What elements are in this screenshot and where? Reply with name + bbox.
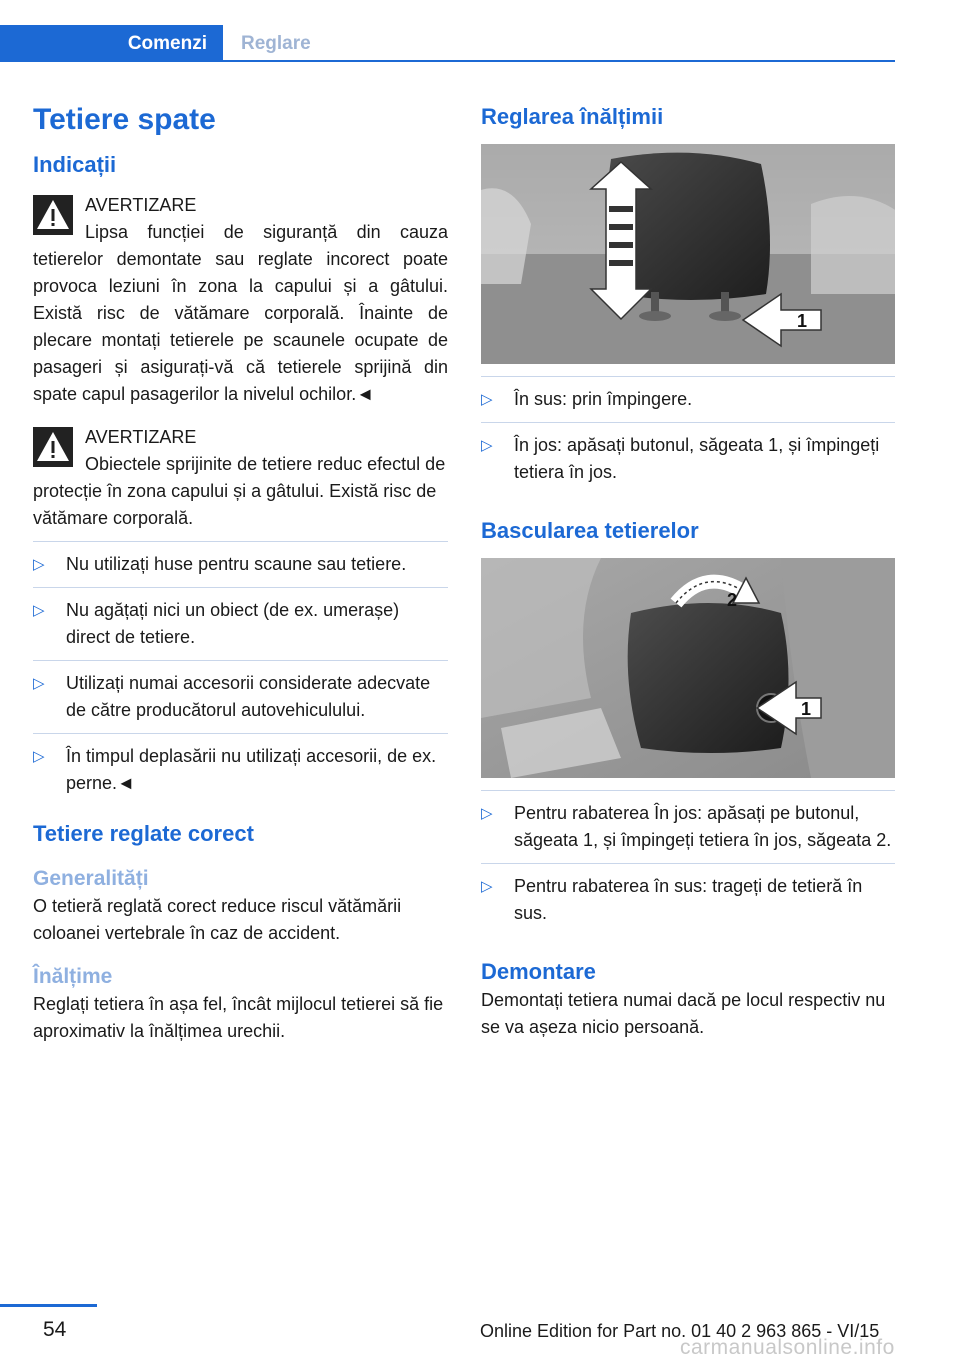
- reglarea-bullet-list: [481, 386, 895, 486]
- generalitati-text: O tetieră reglată corect reduce riscul vătămării coloanei vertebrale în caz de accident.: [33, 896, 402, 943]
- triangle-bullet-icon: ▷: [481, 391, 493, 408]
- page-title: Tetiere spate: [33, 103, 216, 136]
- warning-text: Obiectele sprijinite de tetiere reduc efectul de protecție în zona capului și a gâtului. Există risc de vătămare corporală.: [33, 454, 446, 528]
- bascularea-bullet-list: [481, 800, 895, 927]
- section-bascularea: Bascularea tetierelor: [481, 518, 699, 543]
- headrest-height-figure: [481, 144, 895, 364]
- triangle-bullet-icon: ▷: [33, 556, 45, 573]
- figure-callout-2: 2: [727, 590, 738, 610]
- list-item: ▷ Nu agățați nici un obiect (de ex. umerașe) direct de tetiere.: [33, 597, 448, 651]
- triangle-bullet-icon: ▷: [481, 878, 493, 895]
- divider: [481, 863, 895, 864]
- triangle-bullet-icon: ▷: [481, 437, 493, 454]
- subsection-inaltime: Înălțime: [33, 965, 113, 988]
- divider: [33, 660, 448, 661]
- list-item: ▷ Pentru rabaterea în sus: trageți de tetieră în sus.: [481, 873, 895, 927]
- divider: [481, 790, 895, 791]
- header-bar: [0, 0, 960, 62]
- watermark: carmanualsonline.info: [680, 1336, 895, 1359]
- section-tetiere-reglate: Tetiere reglate corect: [33, 821, 254, 846]
- tab-reglare[interactable]: Reglare: [241, 32, 311, 54]
- warning-label: AVERTIZARE: [85, 195, 197, 215]
- headrest-tilt-figure: [481, 558, 895, 778]
- triangle-bullet-icon: ▷: [33, 748, 45, 765]
- warning-label: AVERTIZARE: [85, 427, 197, 447]
- warning-triangle-icon: [33, 427, 73, 467]
- divider: [33, 733, 448, 734]
- warning-text: Lipsa funcției de siguranță din cauza tetierelor demontate sau reglate incorect poate provoca leziuni în zona la capului și a gâtului. Există risc de vătămare corporală. Înainte de plecare montați tetierele pe scaunele ocupate de pasageri și asigurați-vă că tetierele sprijină din spate capul pasagerilor la nivelul ochilor.◄: [33, 222, 448, 404]
- divider: [33, 587, 448, 588]
- triangle-bullet-icon: ▷: [33, 602, 45, 619]
- page-number: 54: [43, 1318, 67, 1341]
- section-reglarea-inaltimii: Reglarea înălțimii: [481, 104, 664, 129]
- figure-callout-1: 1: [801, 699, 812, 719]
- divider: [481, 422, 895, 423]
- divider: [481, 376, 895, 377]
- warning-block-2: [33, 424, 448, 532]
- section-demontare: Demontare: [481, 959, 596, 984]
- warning-block-1: [33, 192, 448, 408]
- tab-comenzi[interactable]: Comenzi: [0, 25, 223, 62]
- subsection-generalitati: Generalități: [33, 867, 149, 890]
- warning-bullet-list: [33, 551, 448, 797]
- list-item: ▷ Utilizați numai accesorii considerate adecvate de către producătorul autovehiculului.: [33, 670, 448, 724]
- list-item: ▷ Nu utilizați huse pentru scaune sau tetiere.: [33, 551, 448, 578]
- online-edition-note: Online Edition for Part no. 01 40 2 963 865 - VI/15: [480, 1321, 880, 1341]
- header-divider: [0, 60, 895, 62]
- list-item: ▷ Pentru rabaterea În jos: apăsați pe butonul, săgeata 1, și împingeți tetiera în jos, săgeata 2.: [481, 800, 895, 854]
- divider: [33, 541, 448, 542]
- triangle-bullet-icon: ▷: [481, 805, 493, 822]
- footer-divider: [0, 1304, 97, 1307]
- list-item: ▷ În sus: prin împingere.: [481, 386, 895, 413]
- list-item: ▷ În jos: apăsați butonul, săgeata 1, și împingeți tetiera în jos.: [481, 432, 895, 486]
- warning-triangle-icon: [33, 195, 73, 235]
- inaltime-text: Reglați tetiera în așa fel, încât mijlocul tetierei să fie aproximativ la înălțimea urechii.: [33, 994, 444, 1041]
- left-column: [33, 100, 448, 1045]
- demontare-text: Demontați tetiera numai dacă pe locul respectiv nu se va așeza nicio persoană.: [481, 990, 886, 1037]
- list-item: ▷ În timpul deplasării nu utilizați accesorii, de ex. perne.◄: [33, 743, 448, 797]
- right-column: [481, 100, 895, 1041]
- triangle-bullet-icon: ▷: [33, 675, 45, 692]
- section-indicatii: Indicații: [33, 152, 117, 177]
- figure-callout-1: 1: [797, 311, 808, 331]
